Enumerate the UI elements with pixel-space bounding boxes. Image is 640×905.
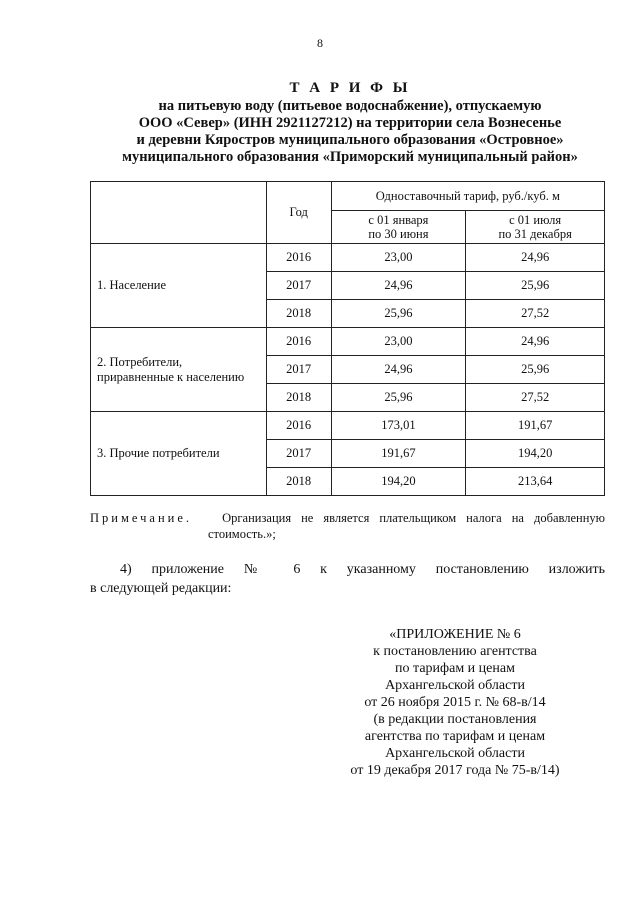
appendix-line: агентства по тарифам и ценам	[364, 729, 546, 744]
title-main: Т А Р И Ф Ы	[289, 80, 411, 96]
year-cell: 2017	[266, 440, 331, 468]
tariff-cell-p2: 25,96	[466, 356, 605, 384]
tariff-cell-p1: 191,67	[331, 440, 466, 468]
year-cell: 2016	[266, 412, 331, 440]
tariff-cell-p1: 23,00	[331, 328, 466, 356]
category-label: приравненные к населению	[97, 369, 245, 384]
note-label: Примечание.	[90, 511, 193, 525]
appendix-line: от 26 ноября 2015 г. № 68-в/14	[364, 695, 546, 710]
tariff-cell-p2: 194,20	[466, 440, 605, 468]
appendix-header	[330, 626, 580, 779]
year-header: Год	[266, 182, 331, 244]
page-number: 8	[317, 36, 323, 50]
year-cell: 2016	[266, 244, 331, 272]
tariff-cell-p2: 213,64	[466, 468, 605, 496]
title-line: на питьевую воду (питьевое водоснабжение), отпускаемую	[158, 98, 542, 114]
category-cell	[91, 412, 267, 496]
year-cell: 2018	[266, 384, 331, 412]
appendix-line: Архангельской области	[385, 746, 525, 761]
tariff-cell-p1: 194,20	[331, 468, 466, 496]
appendix-line: к постановлению агентства	[373, 644, 537, 659]
year-cell: 2018	[266, 468, 331, 496]
note-text: Организация не является плательщиком налога на добавленную	[222, 511, 605, 525]
period2-line: по 31 декабря	[498, 227, 572, 241]
category-label: 3. Прочие потребители	[97, 446, 220, 460]
note-text-continuation: стоимость.»;	[208, 527, 276, 541]
title-line: и деревни Кяростров муниципального образования «Островное»	[136, 132, 564, 148]
table-row	[91, 412, 605, 440]
tariff-cell-p2: 25,96	[466, 272, 605, 300]
note-line	[90, 510, 605, 526]
table-note	[90, 510, 605, 542]
category-label: 1. Население	[97, 278, 167, 292]
tariff-cell-p1: 173,01	[331, 412, 466, 440]
year-cell: 2017	[266, 356, 331, 384]
period-header-1	[331, 211, 466, 244]
tariff-cell-p2: 24,96	[466, 244, 605, 272]
title-line: муниципального образования «Приморский муниципальный район»	[122, 149, 578, 165]
table-row	[91, 328, 605, 356]
appendix-line: Архангельской области	[385, 678, 525, 693]
year-cell: 2016	[266, 328, 331, 356]
tariff-cell-p2: 24,96	[466, 328, 605, 356]
appendix-line: по тарифам и ценам	[395, 661, 515, 676]
category-header-cell	[91, 182, 267, 244]
category-cell	[91, 328, 267, 412]
tariff-cell-p1: 24,96	[331, 272, 466, 300]
period-header-2	[466, 211, 605, 244]
year-cell: 2017	[266, 272, 331, 300]
tariff-cell-p1: 23,00	[331, 244, 466, 272]
document-title	[60, 80, 640, 166]
item-4-line: 4) приложение № 6 к указанному постановлению изложить	[120, 562, 605, 577]
period1-line: по 30 июня	[368, 227, 429, 241]
tariff-header: Одноставочный тариф, руб./куб. м	[331, 182, 604, 211]
item-4-paragraph	[90, 560, 605, 598]
appendix-line: (в редакции постановления	[373, 712, 537, 727]
tariff-cell-p2: 27,52	[466, 384, 605, 412]
category-label: 2. Потребители,	[97, 354, 183, 369]
tariff-table	[90, 181, 605, 496]
period1-line: с 01 января	[368, 213, 429, 227]
year-cell: 2018	[266, 300, 331, 328]
tariff-cell-p1: 25,96	[331, 384, 466, 412]
table-row	[91, 244, 605, 272]
tariff-cell-p1: 25,96	[331, 300, 466, 328]
tariff-cell-p2: 27,52	[466, 300, 605, 328]
tariff-cell-p1: 24,96	[331, 356, 466, 384]
appendix-line: «ПРИЛОЖЕНИЕ № 6	[389, 627, 521, 642]
category-cell	[91, 244, 267, 328]
item-4-line: в следующей редакции:	[90, 581, 232, 596]
appendix-line: от 19 декабря 2017 года № 75-в/14)	[350, 763, 560, 778]
tariff-cell-p2: 191,67	[466, 412, 605, 440]
period2-line: с 01 июля	[509, 213, 562, 227]
title-line: ООО «Север» (ИНН 2921127212) на территории села Вознесенье	[138, 115, 562, 131]
